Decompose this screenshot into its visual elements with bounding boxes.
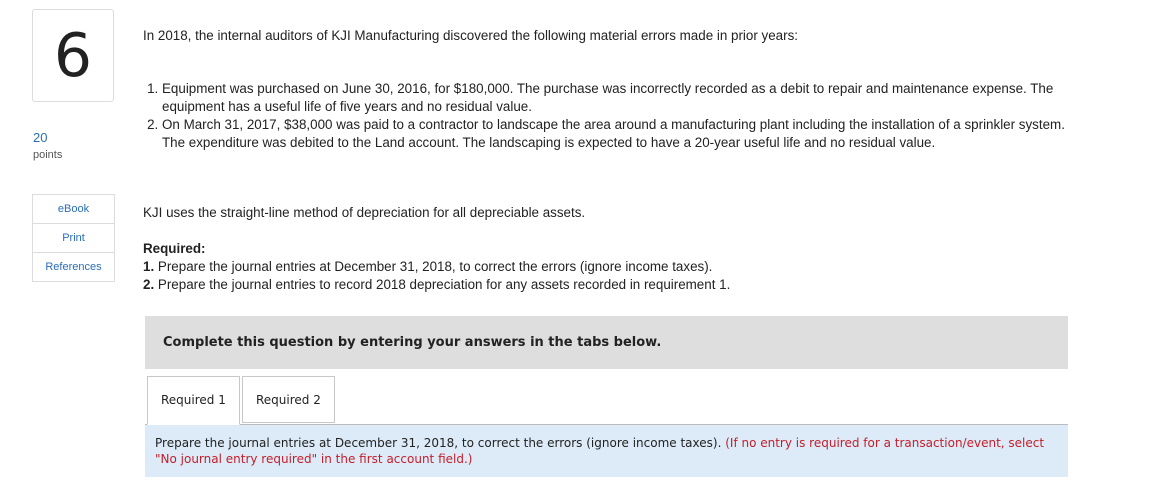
errors-list — [143, 80, 1072, 152]
error-item-1: 1. Equipment was purchased on June 30, 2016, for $180,000. The purchase was incorrectly recorded as a debit to repair and maintenance expense. The equipment has a useful life of five years and no residual value. — [162, 80, 1072, 116]
required-section — [143, 240, 730, 294]
points-label: points — [33, 149, 63, 161]
requirement-1-text: Prepare the journal entries at December 31, 2018, to correct the errors (ignore income taxes). — [157, 259, 713, 274]
answer-tabs — [145, 376, 1068, 425]
tab-instructions — [145, 425, 1068, 477]
requirement-1-number: 1. — [143, 259, 155, 274]
references-link[interactable]: References — [45, 261, 102, 273]
points-value: 20 — [33, 130, 48, 145]
error-item-2: 2. On March 31, 2017, $38,000 was paid to a contractor to landscape the area around a manufacturing plant including the installation of a sprinkler system. The expenditure was debited to the Land account. The landscaping is expected to have a 20-year useful life and no residual value. — [162, 116, 1072, 152]
requirement-2-number: 2. — [143, 277, 155, 292]
requirement-2-text: Prepare the journal entries to record 2018 depreciation for any assets recorded in requirement 1. — [157, 277, 731, 292]
print-link[interactable]: Print — [33, 224, 114, 253]
instruction-text: Prepare the journal entries at December 31, 2018, to correct the errors (ignore income taxes). — [155, 436, 722, 450]
depreciation-method: KJI uses the straight-line method of depreciation for all depreciable assets. — [143, 205, 586, 220]
side-links — [32, 194, 115, 282]
tab-required-1[interactable]: Required 1 — [147, 376, 240, 425]
question-number: 6 — [32, 9, 114, 102]
requirement-1 — [143, 258, 730, 276]
required-title: Required: — [143, 241, 206, 256]
tab-required-2[interactable]: Required 2 — [242, 376, 335, 423]
requirement-2 — [143, 276, 730, 294]
instruction-note: (If no entry is required for a transaction/event, select "No journal entry required" in the first account field.) — [155, 436, 1045, 466]
ebook-link[interactable]: eBook — [33, 195, 114, 224]
problem-intro: In 2018, the internal auditors of KJI Manufacturing discovered the following material errors made in prior years: — [143, 28, 798, 43]
complete-question-banner: Complete this question by entering your answers in the tabs below. — [145, 316, 1068, 369]
